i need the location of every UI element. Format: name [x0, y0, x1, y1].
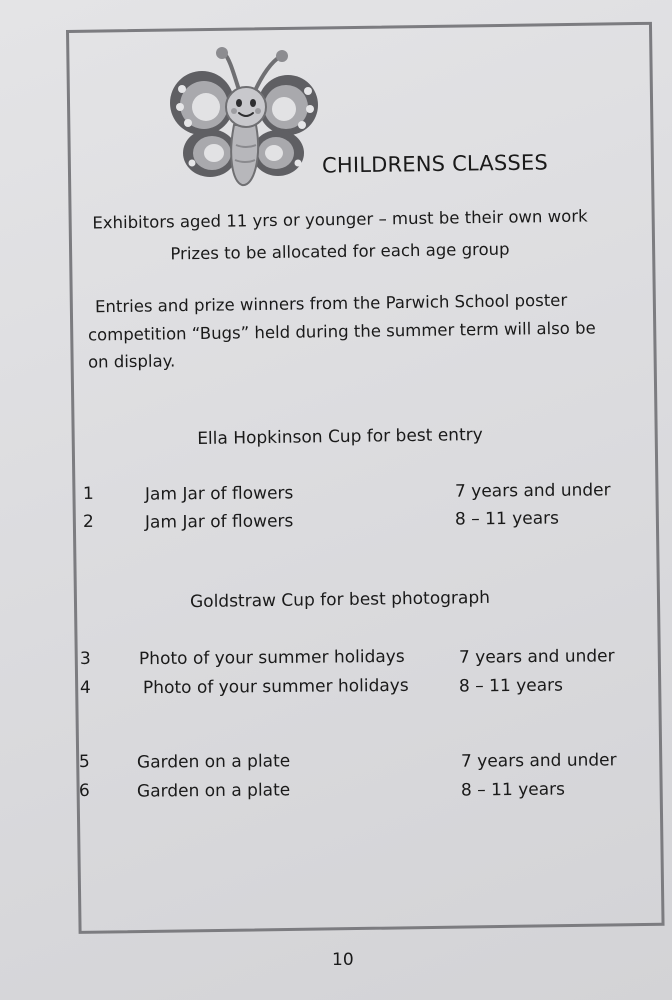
class-number: 5 — [78, 751, 90, 773]
class-number: 2 — [82, 511, 94, 533]
class-name: Jam Jar of flowers — [144, 511, 294, 533]
page-title: CHILDRENS CLASSES — [321, 150, 549, 178]
class-age-group: 8 – 11 years — [454, 508, 560, 530]
intro-line-1: Exhibitors aged 11 yrs or younger – must be their own work — [92, 206, 588, 233]
notice-line-1: Entries and prize winners from the Parwich School poster — [94, 290, 568, 317]
page-number: 10 — [332, 950, 354, 970]
intro-line-2: Prizes to be allocated for each age group — [170, 239, 510, 264]
section-heading-goldstraw-cup: Goldstraw Cup for best photograph — [189, 587, 491, 613]
notice-line-2: competition “Bugs” held during the summer term will also be — [87, 318, 596, 345]
class-number: 4 — [79, 677, 91, 699]
class-number: 3 — [79, 648, 91, 670]
class-age-group: 8 – 11 years — [460, 779, 566, 801]
class-age-group: 7 years and under — [454, 480, 611, 502]
class-name: Garden on a plate — [136, 780, 291, 802]
class-name: Photo of your summer holidays — [142, 675, 409, 699]
class-name: Jam Jar of flowers — [144, 483, 294, 505]
class-name: Photo of your summer holidays — [138, 646, 405, 670]
class-name: Garden on a plate — [136, 751, 291, 773]
butterfly-icon — [168, 45, 322, 190]
notice-line-3: on display. — [87, 351, 176, 372]
class-age-group: 7 years and under — [460, 750, 617, 772]
class-age-group: 8 – 11 years — [458, 675, 564, 697]
section-heading-ella-hopkinson-cup: Ella Hopkinson Cup for best entry — [197, 425, 483, 449]
class-age-group: 7 years and under — [458, 646, 615, 668]
class-number: 1 — [82, 483, 94, 505]
class-number: 6 — [78, 780, 90, 802]
